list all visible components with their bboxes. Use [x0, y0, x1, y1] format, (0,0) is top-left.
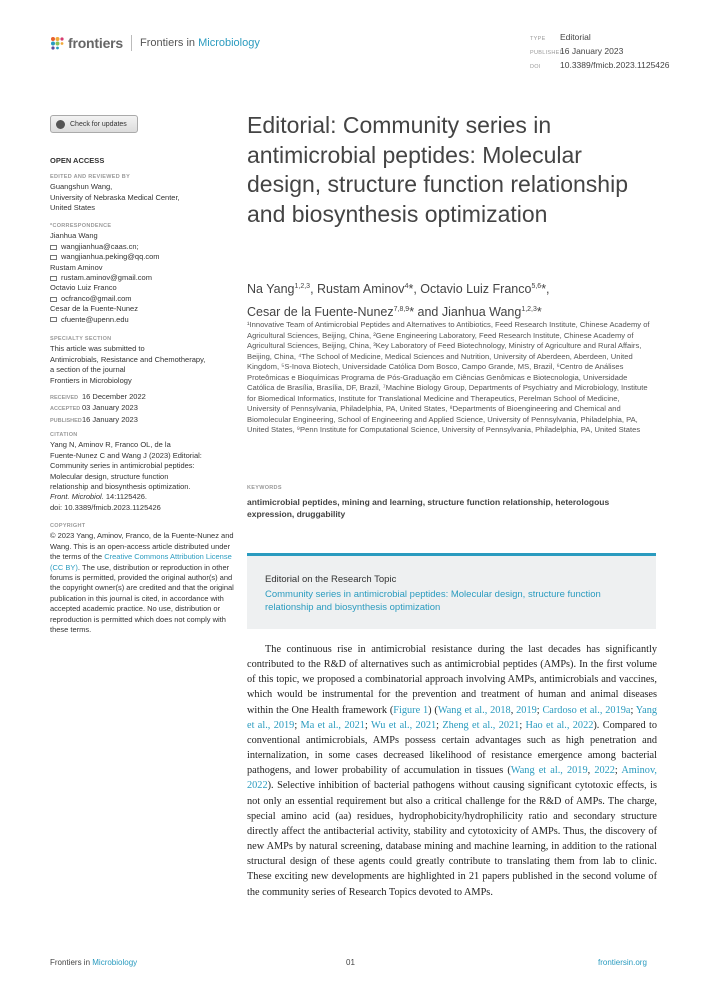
body-text: ;: [436, 719, 443, 731]
footer-site-link[interactable]: frontiersin.org: [598, 958, 647, 967]
citation-link[interactable]: Hao et al., 2022: [525, 719, 594, 731]
author-sep: *,: [408, 282, 421, 297]
citation-volume: 14:1125426.: [103, 492, 148, 502]
citation-link[interactable]: Zheng et al., 2021: [442, 719, 520, 731]
article-title: Editorial: Community series in antimicrobial peptides: Molecular design, structure function relationship and biosynthesis optimization: [247, 112, 628, 227]
body-text: ;: [294, 719, 301, 731]
citation-link[interactable]: 2019: [516, 704, 537, 716]
corr-name: Rustam Aminov: [50, 262, 103, 272]
envelope-icon: [50, 276, 57, 281]
citation-line: Community series in antimicrobial peptides:: [50, 461, 195, 471]
open-access-text: OPEN ACCESS: [50, 156, 105, 165]
specialty-label: SPECIALTY SECTION: [50, 336, 112, 342]
corr-email[interactable]: [50, 242, 240, 252]
received-label: RECEIVED: [50, 395, 79, 401]
corr-name: Cesar de la Fuente-Nunez: [50, 304, 138, 314]
citation-line: relationship and biosynthesis optimization.: [50, 482, 191, 492]
author[interactable]: Octavio Luiz Franco$^{5,6}$: [420, 282, 542, 297]
body-text: ;: [614, 765, 622, 777]
type-value: Editorial: [560, 32, 591, 42]
published-value: 16 January 2023: [560, 46, 624, 56]
citation-link[interactable]: Cardoso et al., 2019a: [542, 704, 631, 716]
accepted-label: ACCEPTED: [50, 406, 81, 413]
frontiers-logo-icon: [50, 36, 64, 50]
article-meta: [530, 31, 670, 73]
citation-journal: Front. Microbiol.: [50, 492, 104, 502]
envelope-icon: [50, 245, 57, 250]
specialty-line: This article was submitted to: [50, 344, 145, 354]
author[interactable]: Cesar de la Fuente-Nunez$^{7,8,9}$: [247, 304, 410, 319]
open-access-label: [50, 156, 240, 166]
author[interactable]: Jianhua Wang$^{1,2,3}$: [441, 304, 537, 319]
editor-line: Guangshun Wang,: [50, 182, 113, 192]
check-updates-icon: [56, 120, 65, 129]
copyright-text: [50, 531, 240, 635]
specialty-line: a section of the journal: [50, 365, 126, 375]
footer-journal: [50, 958, 137, 967]
header-divider: [131, 35, 132, 51]
author-list: [247, 277, 647, 322]
keywords: antimicrobial peptides, mining and learning, structure function relationship, heterologous expression, druggability: [247, 497, 610, 519]
corr-email[interactable]: [50, 273, 240, 283]
type-label: TYPE: [530, 36, 546, 42]
journal-title: [140, 37, 260, 49]
body-text: ;: [630, 704, 636, 716]
body-paragraph: [247, 642, 657, 900]
citation-ref: [50, 492, 240, 502]
author-sep: *: [536, 304, 542, 319]
check-updates-button[interactable]: [50, 115, 138, 133]
author[interactable]: Na Yang$^{1,2,3}$: [247, 282, 311, 297]
footer-journal-name: Microbiology: [92, 958, 138, 967]
correspondence-label: *CORRESPONDENCE: [50, 223, 112, 229]
citation-line: Yang N, Aminov R, Franco OL, de la: [50, 440, 171, 450]
body-text: ) (: [428, 704, 438, 716]
received-date: 16 December 2022: [82, 392, 146, 401]
corr-email[interactable]: [50, 252, 240, 262]
corr-name: Jianhua Wang: [50, 231, 98, 241]
research-topic-link[interactable]: Community series in antimicrobial peptides: Molecular design, structure function relationship and biosynthesis optimization: [265, 589, 601, 613]
email-text[interactable]: ocfranco@gmail.com: [61, 293, 132, 303]
citation-line: Fuente-Nunez C and Wang J (2023) Editorial:: [50, 450, 202, 460]
body-text: ;: [364, 719, 371, 731]
specialty-line: Antimicrobials, Resistance and Chemotherapy,: [50, 354, 206, 364]
author-sep: ,: [310, 282, 318, 297]
frontiers-logo[interactable]: [50, 35, 260, 51]
copyright-text-2: . The use, distribution or reproduction in other forums is permitted, provided the original author(s) and the copyright owner(s) are credited and that the original publication in this journal is cited, in accordance with accepted academic practice. No use, distribution or reproduction is permitted which does not comply with these terms.: [50, 562, 234, 635]
citation-link[interactable]: Aminov, 2022: [247, 765, 658, 792]
body-text: ,: [587, 765, 595, 777]
body-text: ). Selective inhibition of bacterial pathogens without causing significant cytotoxic effects, is not only an essential requirement but also a critical challenge for the R&D of AMPs. The charge, special amino acid (aa) residues, hydrophobicity/hydrophilicity ratio and secondary structure directly affect the antibacterial activity, stability and cytotoxicity of AMPs. Thus, the discovery of new AMPs by natural screening, database mining and machine learning, in addition to the rational structural design of these agents could greatly contribute to translating them from lab to clinic. These exciting new developments are highlighted in 21 papers published in the second volume of the community series of Research Topics devoted to AMPs.: [247, 780, 657, 898]
published-label: PUBLISHED: [50, 417, 82, 424]
cc-license-link[interactable]: Creative Commons Attribution License (CC BY): [50, 552, 232, 572]
author[interactable]: Rustam Aminov$^4$: [317, 282, 409, 297]
specialty-block: [50, 334, 240, 386]
envelope-icon: [50, 317, 57, 322]
citation-link[interactable]: Figure 1: [393, 704, 429, 716]
research-topic-box: [247, 553, 656, 629]
citation-link[interactable]: Wang et al., 2019: [510, 765, 588, 777]
citation-link[interactable]: Wu et al., 2021: [370, 719, 437, 731]
email-text[interactable]: cfuente@upenn.edu: [61, 314, 129, 324]
email-text[interactable]: wangjianhua@caas.cn;: [61, 241, 139, 251]
doi-label: DOI: [530, 64, 541, 70]
journal-prefix: Frontiers in: [140, 37, 196, 49]
copyright-text-1: © 2023 Yang, Aminov, Franco, de la Fuente-Nunez and Wang. This is an open-access article distributed under the terms of the: [50, 531, 234, 562]
corr-email[interactable]: [50, 294, 240, 304]
corr-email[interactable]: [50, 315, 240, 325]
copyright-block: [50, 521, 240, 635]
envelope-icon: [50, 255, 57, 260]
citation-line: Molecular design, structure function: [50, 471, 169, 481]
body-text: ;: [536, 704, 543, 716]
dates-block: [50, 392, 240, 426]
published-date: 16 January 2023: [82, 414, 138, 424]
citation-link[interactable]: Yang et al., 2019: [247, 704, 658, 731]
citation-link[interactable]: Ma et al., 2021: [300, 719, 365, 731]
edited-label: EDITED AND REVIEWED BY: [50, 174, 131, 180]
author-sep: * and: [409, 304, 442, 319]
body-text: ,: [510, 704, 517, 716]
keywords-label: KEYWORDS: [247, 485, 282, 491]
editor-line: University of Nebraska Medical Center,: [50, 192, 180, 202]
editor-line: United States: [50, 203, 96, 213]
citation-link[interactable]: 2022: [594, 765, 615, 777]
envelope-icon: [50, 297, 57, 302]
footer-journal-prefix: Frontiers in: [50, 958, 91, 967]
brand-name: frontiers: [68, 35, 123, 51]
body-text: ). Compared to conventional antimicrobials, AMPs possess certain advantages such as high penetration and internalization, in some cases decreased likelihood of resistance emergence among bacterial pathogens, and lower probability of accumulation in tissues (: [247, 719, 657, 777]
doi-value[interactable]: 10.3389/fmicb.2023.1125426: [560, 60, 670, 70]
email-text[interactable]: wangjianhua.peking@qq.com: [61, 252, 160, 262]
editor-block: [50, 172, 240, 214]
citation-link[interactable]: Wang et al., 2018: [437, 704, 511, 716]
body-text: The continuous rise in antimicrobial resistance during the last decades has significantly contributed to the R&D of alternatives such as antimicrobial peptides (AMPs). In the first volume of this topic, we proposed a combinatorial approach involving AMPs, antimicrobials and vaccines, which would be instrumental for the prevention and treatment of human and animal diseases within the One Health framework (: [247, 644, 657, 716]
accepted-date: 03 January 2023: [82, 403, 138, 413]
check-updates-label: Check for updates: [70, 120, 127, 128]
research-topic-heading: Editorial on the Research Topic: [265, 574, 397, 585]
body-text: ;: [519, 719, 526, 731]
author-sep: *,: [541, 282, 550, 297]
published-label: PUBLISHED: [530, 50, 564, 56]
copyright-label: COPYRIGHT: [50, 523, 86, 529]
affiliations: ¹Innovative Team of Antimicrobial Peptides and Alternatives to Antibiotics, Feed Research Institute, Chinese Academy of Agricultural Sciences, Beijing, China, ²Gene Engineering Laboratory, Feed Research Institute, Chinese Academy of Agricultural Sciences, Beijing, China, ³Key Laboratory of Feed Biotechnology, Ministry of Agriculture and Rural Affairs, Beijing, China, ⁴The School of Medicine, Medical Sciences and Nutrition, University of Aberdeen, Aberdeen, United Kingdom, ⁵S-Inova Biotech, Universidade Católica Dom Bosco, Campo Grande, MS, Brazil, ⁶Centro de Análises Proteômicas e Bioquímicas Programa de Pós-Graduação em Ciências Genômicas e Biotecnologia, Universidade Católica de Brasília, Brasília, DF, Brazil, ⁷Machine Biology Group, Departments of Psychiatry and Microbiology, Institute for Biomedical Informatics, Institute for Translational Medicine and Therapeutics, Perelman School of Medicine, University of Pennsylvania, Philadelphia, PA, United States, ⁸Departments of Bioengineering and Chemical and Biomolecular Engineering, School of Engineering and Applied Science, University of Pennsylvania, Philadelphia, PA, United States, ⁹Penn Institute for Computational Science, University of Pennsylvania, Philadelphia, PA, United States: [247, 320, 650, 434]
journal-name: Microbiology: [198, 37, 260, 49]
page-number: 01: [346, 958, 355, 967]
citation-label: CITATION: [50, 432, 78, 438]
specialty-line: Frontiers in Microbiology: [50, 375, 132, 385]
citation-doi[interactable]: doi: 10.3389/fmicb.2023.1125426: [50, 502, 161, 512]
corr-name: Octavio Luiz Franco: [50, 283, 117, 293]
email-text[interactable]: rustam.aminov@gmail.com: [61, 273, 152, 283]
citation-block: [50, 430, 240, 513]
correspondence-block: [50, 221, 240, 325]
